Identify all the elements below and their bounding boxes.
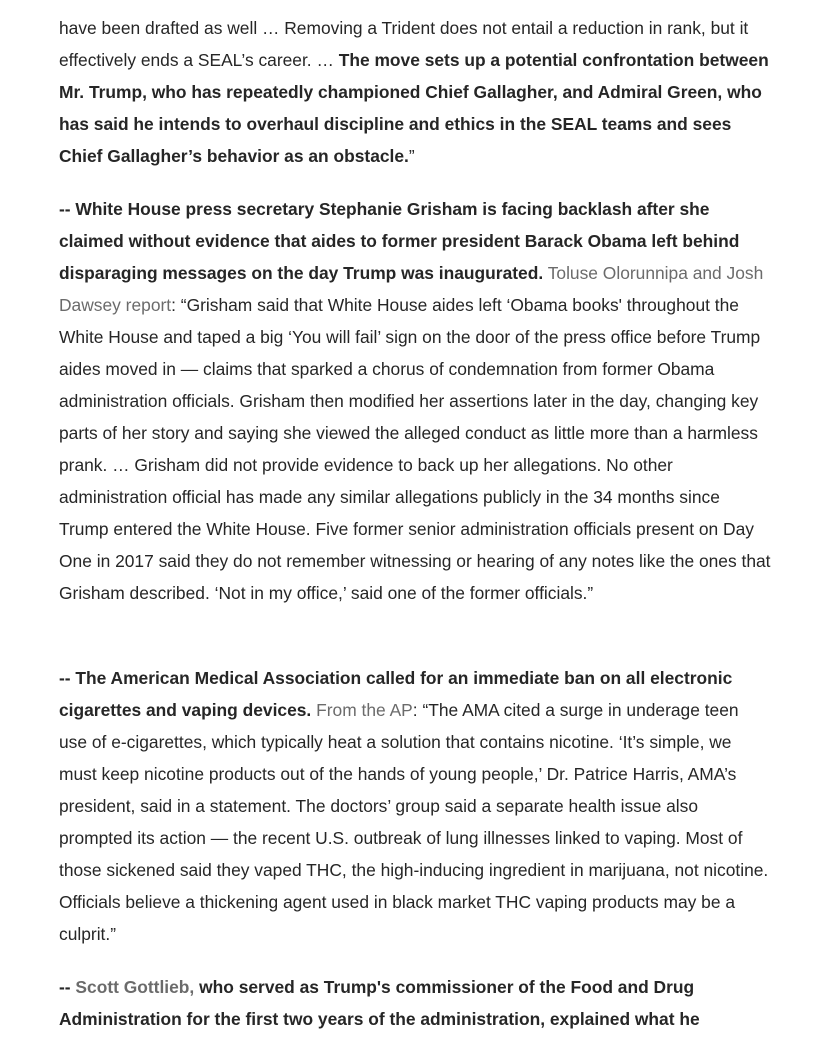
closing-quote: ” xyxy=(408,146,415,166)
paragraph-prefix: -- xyxy=(59,977,76,997)
paragraph-seal-trident xyxy=(59,12,771,172)
source-link[interactable]: From the AP xyxy=(316,700,413,720)
source-link[interactable]: Toluse Olorunnipa and Josh Dawsey report xyxy=(59,263,764,315)
paragraph-headline: -- The American Medical Association called for an immediate ban on all electronic cigarettes and vaping devices. xyxy=(59,668,733,720)
paragraph-gottlieb xyxy=(59,971,771,1035)
paragraph-body: : “Grisham said that White House aides left ‘Obama books' throughout the White House and taped a big ‘You will fail’ sign on the door of the press office before Trump aides moved in — claims that sparked a chorus of condemnation from former Obama administration officials. Grisham then modified her assertions later in the day, changing key parts of her story and saying she viewed the alleged conduct as little more than a harmless prank. … Grisham did not provide evidence to back up her allegations. No other administration official has made any similar allegations publicly in the 34 months since Trump entered the White House. Five former senior administration officials present on Day One in 2017 said they do not remember witnessing or hearing of any notes like the ones that Grisham described. ‘Not in my office,’ said one of the former officials.” xyxy=(59,295,771,603)
paragraph-body: : “The AMA cited a surge in underage teen use of e-cigarettes, which typically heat a solution that contains nicotine. ‘It’s simple, we must keep nicotine products out of the hands of young people,’ Dr. Patrice Harris, AMA’s president, said in a statement. The doctors’ group said a separate health issue also prompted its action — the recent U.S. outbreak of lung illnesses linked to vaping. Most of those sickened said they vaped THC, the high-inducing ingredient in marijuana, not nicotine. Officials believe a thickening agent used in black market THC vaping products may be a culprit.” xyxy=(59,700,769,944)
paragraph-headline: who served as Trump's commissioner of the Food and Drug Administration for the first two years of the administration, explained what he xyxy=(59,977,700,1029)
paragraph-ama-vaping xyxy=(59,662,771,950)
paragraph-text: have been drafted as well … Removing a Trident does not entail a reduction in rank, but it effectively ends a SEAL’s career. … xyxy=(59,18,749,70)
person-link[interactable]: Scott Gottlieb, xyxy=(75,977,195,997)
paragraph-headline: -- White House press secretary Stephanie Grisham is facing backlash after she claimed without evidence that aides to former president Barack Obama left behind disparaging messages on the day Trump was inaugurated. xyxy=(59,199,740,283)
paragraph-grisham xyxy=(59,193,771,609)
paragraph-bold-text: The move sets up a potential confrontation between Mr. Trump, who has repeatedly championed Chief Gallagher, and Admiral Green, who has said he intends to overhaul discipline and ethics in the SEAL teams and sees Chief Gallagher’s behavior as an obstacle. xyxy=(59,50,769,166)
